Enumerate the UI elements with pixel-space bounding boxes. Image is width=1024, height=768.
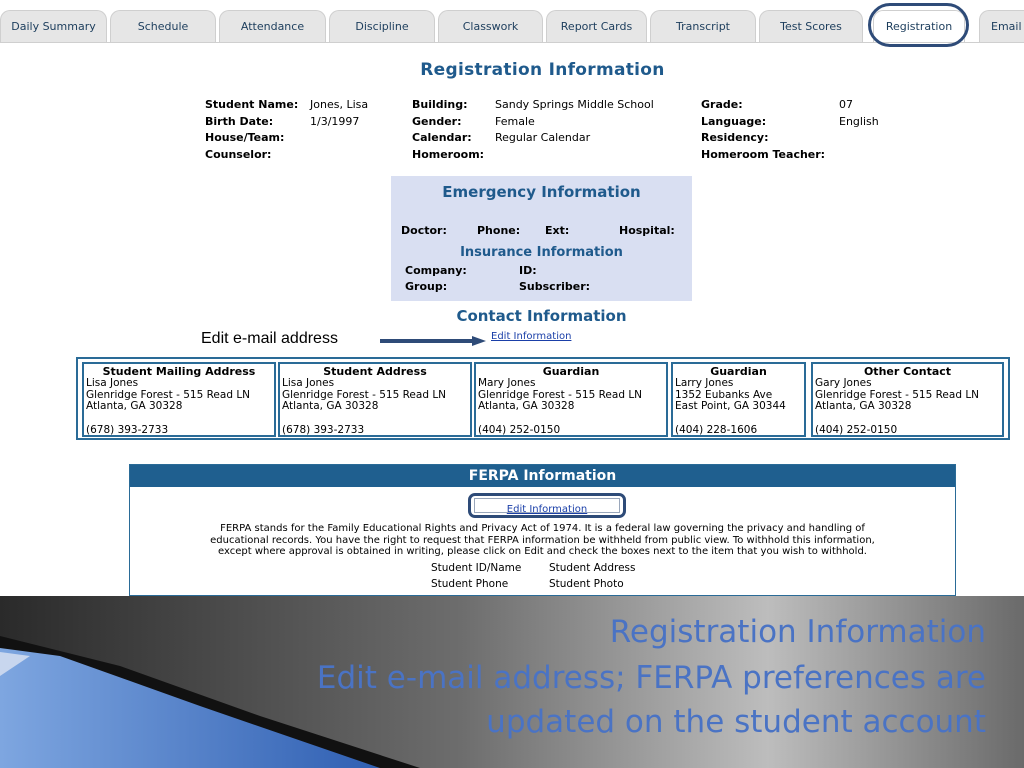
contact-line: Lisa Jones — [282, 376, 335, 389]
homeroom-label: Homeroom: — [412, 148, 485, 161]
edit-email-annotation: Edit e-mail address — [201, 330, 338, 347]
caption-line-2: Edit e-mail address; FERPA preferences are — [316, 660, 986, 696]
contact-box-other — [811, 362, 1004, 437]
contact-line: Atlanta, GA 30328 — [478, 400, 575, 413]
contact-line: Glenridge Forest - 515 Read LN — [815, 388, 980, 401]
tab-report-cards[interactable]: Report Cards — [546, 10, 647, 42]
tab-bar — [0, 0, 1024, 46]
contact-line: Atlanta, GA 30328 — [86, 400, 183, 413]
contact-line: Lisa Jones — [86, 376, 139, 389]
tab-transcript[interactable]: Transcript — [650, 10, 756, 42]
contact-title: Contact Information — [456, 307, 627, 325]
house-team-label: House/Team: — [205, 131, 285, 144]
gender-label: Gender: — [412, 115, 462, 128]
annotation-arrow-icon — [380, 336, 486, 348]
id-label: ID: — [519, 264, 537, 277]
residency-label: Residency: — [701, 131, 769, 144]
language-value: English — [839, 115, 879, 128]
contact-phone: (404) 252-0150 — [815, 423, 898, 436]
contact-boxes — [76, 357, 1010, 440]
contact-box-header: Student Mailing Address — [102, 365, 256, 378]
language-label: Language: — [701, 115, 767, 128]
contact-line: Glenridge Forest - 515 Read LN — [478, 388, 643, 401]
contact-line: 1352 Eubanks Ave — [675, 388, 773, 401]
student-name-value: Jones, Lisa — [310, 98, 369, 111]
contact-line: Glenridge Forest - 515 Read LN — [86, 388, 251, 401]
contact-box-header: Guardian — [710, 365, 767, 378]
grade-label: Grade: — [701, 98, 743, 111]
emergency-title: Emergency Information — [442, 183, 641, 201]
emergency-panel — [391, 176, 692, 301]
company-label: Company: — [405, 264, 467, 277]
tab-divider — [0, 42, 1024, 43]
calendar-label: Calendar: — [412, 131, 472, 144]
contact-box-guardian-1 — [474, 362, 668, 437]
contact-box-student-address — [278, 362, 472, 437]
contact-box-guardian-2 — [671, 362, 806, 437]
ferpa-option-student-photo: Student Photo — [549, 578, 624, 590]
tab-daily-summary[interactable]: Daily Summary — [0, 10, 107, 42]
ferpa-description — [136, 523, 949, 558]
caption-line-3: updated on the student account — [486, 704, 986, 740]
tab-schedule[interactable]: Schedule — [110, 10, 216, 42]
tab-discipline[interactable]: Discipline — [329, 10, 435, 42]
ferpa-panel — [129, 464, 956, 596]
contact-box-header: Guardian — [542, 365, 600, 378]
contact-phone: (404) 252-0150 — [478, 423, 561, 436]
tab-registration[interactable]: Registration — [873, 10, 965, 42]
slide-caption-area — [0, 596, 1024, 768]
contact-box-student-mailing — [82, 362, 276, 437]
contact-line: Atlanta, GA 30328 — [282, 400, 379, 413]
ferpa-edit-button[interactable] — [474, 498, 620, 513]
registration-title: Registration Information — [420, 60, 665, 80]
phone-label: Phone: — [477, 224, 521, 237]
contact-phone: (404) 228-1606 — [675, 423, 758, 436]
counselor-label: Counselor: — [205, 148, 272, 161]
contact-line: Mary Jones — [478, 376, 536, 389]
contact-box-header: Student Address — [323, 365, 427, 378]
calendar-value: Regular Calendar — [495, 131, 591, 144]
gender-value: Female — [495, 115, 535, 128]
hospital-label: Hospital: — [619, 224, 675, 237]
group-label: Group: — [405, 280, 448, 293]
ferpa-title: FERPA Information — [130, 465, 955, 487]
ferpa-edit-information-link[interactable]: Edit Information — [506, 504, 588, 515]
building-label: Building: — [412, 98, 468, 111]
ext-label: Ext: — [545, 224, 570, 237]
ferpa-option-student-phone: Student Phone — [431, 578, 509, 590]
building-value: Sandy Springs Middle School — [495, 98, 654, 111]
birth-date-value: 1/3/1997 — [310, 115, 360, 128]
contact-line: Atlanta, GA 30328 — [815, 400, 912, 413]
contact-box-header: Other Contact — [863, 365, 952, 378]
contact-line: East Point, GA 30344 — [675, 400, 786, 413]
caption-title: Registration Information — [609, 614, 986, 650]
birth-date-label: Birth Date: — [205, 115, 274, 128]
ferpa-text-line: educational records. You have the right to request that FERPA information be withheld from public view. To withhold this information, — [210, 534, 875, 546]
ferpa-text-line: except where approval is obtained in writing, please click on Edit and check the boxes next to the item that you wish to withhold. — [218, 546, 867, 557]
grade-value: 07 — [839, 98, 853, 111]
contact-phone: (678) 393-2733 — [86, 423, 169, 436]
ferpa-edit-highlight — [468, 493, 626, 518]
insurance-title: Insurance Information — [460, 245, 623, 260]
contact-line: Glenridge Forest - 515 Read LN — [282, 388, 447, 401]
tab-email[interactable]: Email — [979, 10, 1024, 42]
contact-phone: (678) 393-2733 — [282, 423, 365, 436]
ferpa-option-student-id: Student ID/Name — [431, 562, 522, 574]
doctor-label: Doctor: — [401, 224, 447, 237]
student-name-label: Student Name: — [205, 98, 299, 111]
contact-edit-information-link[interactable]: Edit Information — [491, 331, 572, 342]
ferpa-text-line: FERPA stands for the Family Educational Rights and Privacy Act of 1974. It is a federal law governing the privacy and handling of — [220, 523, 865, 534]
contact-line: Gary Jones — [815, 376, 872, 389]
tab-attendance[interactable]: Attendance — [219, 10, 326, 42]
contact-line: Larry Jones — [675, 376, 734, 389]
homeroom-teacher-label: Homeroom Teacher: — [701, 148, 826, 161]
tab-classwork[interactable]: Classwork — [438, 10, 543, 42]
subscriber-label: Subscriber: — [519, 280, 591, 293]
tab-test-scores[interactable]: Test Scores — [759, 10, 863, 42]
ferpa-option-student-address: Student Address — [549, 562, 636, 574]
